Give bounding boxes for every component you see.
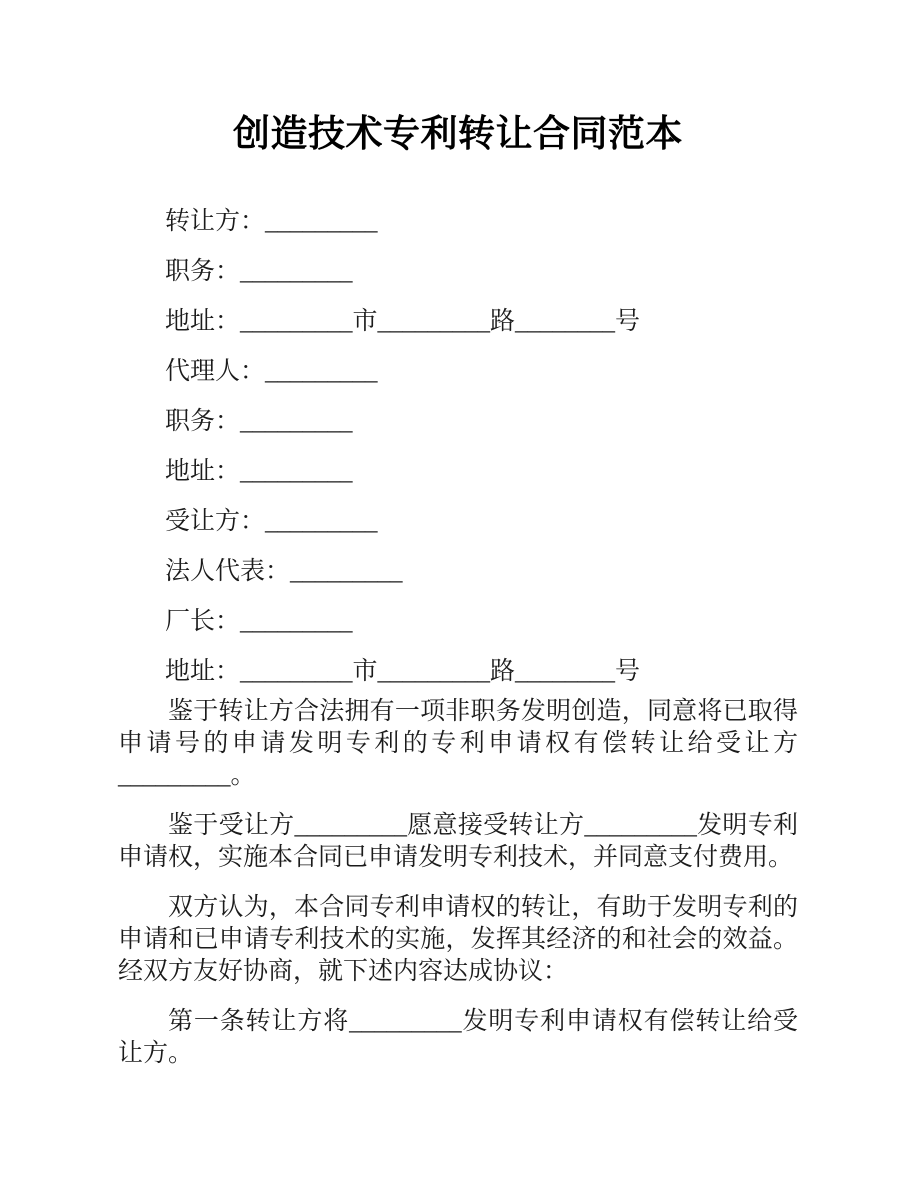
paragraph-whereas-transferor: 鉴于转让方合法拥有一项非职务发明创造，同意将已取得申请号的申请发明专利的专利申请权有偿转让给受让方_________。 <box>118 698 798 789</box>
field-transferee: 受让方：_________ <box>165 508 378 535</box>
field-address-3: 地址：_________市_________路________号 <box>165 658 641 685</box>
field-factory-director: 厂长：_________ <box>165 608 353 635</box>
paragraph-article-1: 第一条转让方将_________发明专利申请权有偿转让给受让方。 <box>118 1008 798 1067</box>
field-agent: 代理人：_________ <box>165 358 378 385</box>
document-title: 创造技术专利转让合同范本 <box>233 113 683 154</box>
paragraph-whereas-transferee: 鉴于受让方_________愿意接受转让方_________发明专利申请权，实施本合同已申请发明专利技术，并同意支付费用。 <box>118 812 798 871</box>
field-legal-representative: 法人代表：_________ <box>165 558 403 585</box>
contract-body <box>118 696 798 1070</box>
field-transferor: 转让方：_________ <box>165 208 378 235</box>
field-address-1: 地址：_________市_________路________号 <box>165 308 641 335</box>
party-info-fields <box>118 206 798 688</box>
field-position-1: 职务：_________ <box>165 258 353 285</box>
field-position-2: 职务：_________ <box>165 408 353 435</box>
field-address-2: 地址：_________ <box>165 458 353 485</box>
paragraph-mutual-agreement: 双方认为，本合同专利申请权的转让，有助于发明专利的申请和已申请专利技术的实施，发挥其经济的和社会的效益。经双方友好协商，就下述内容达成协议： <box>118 894 798 985</box>
